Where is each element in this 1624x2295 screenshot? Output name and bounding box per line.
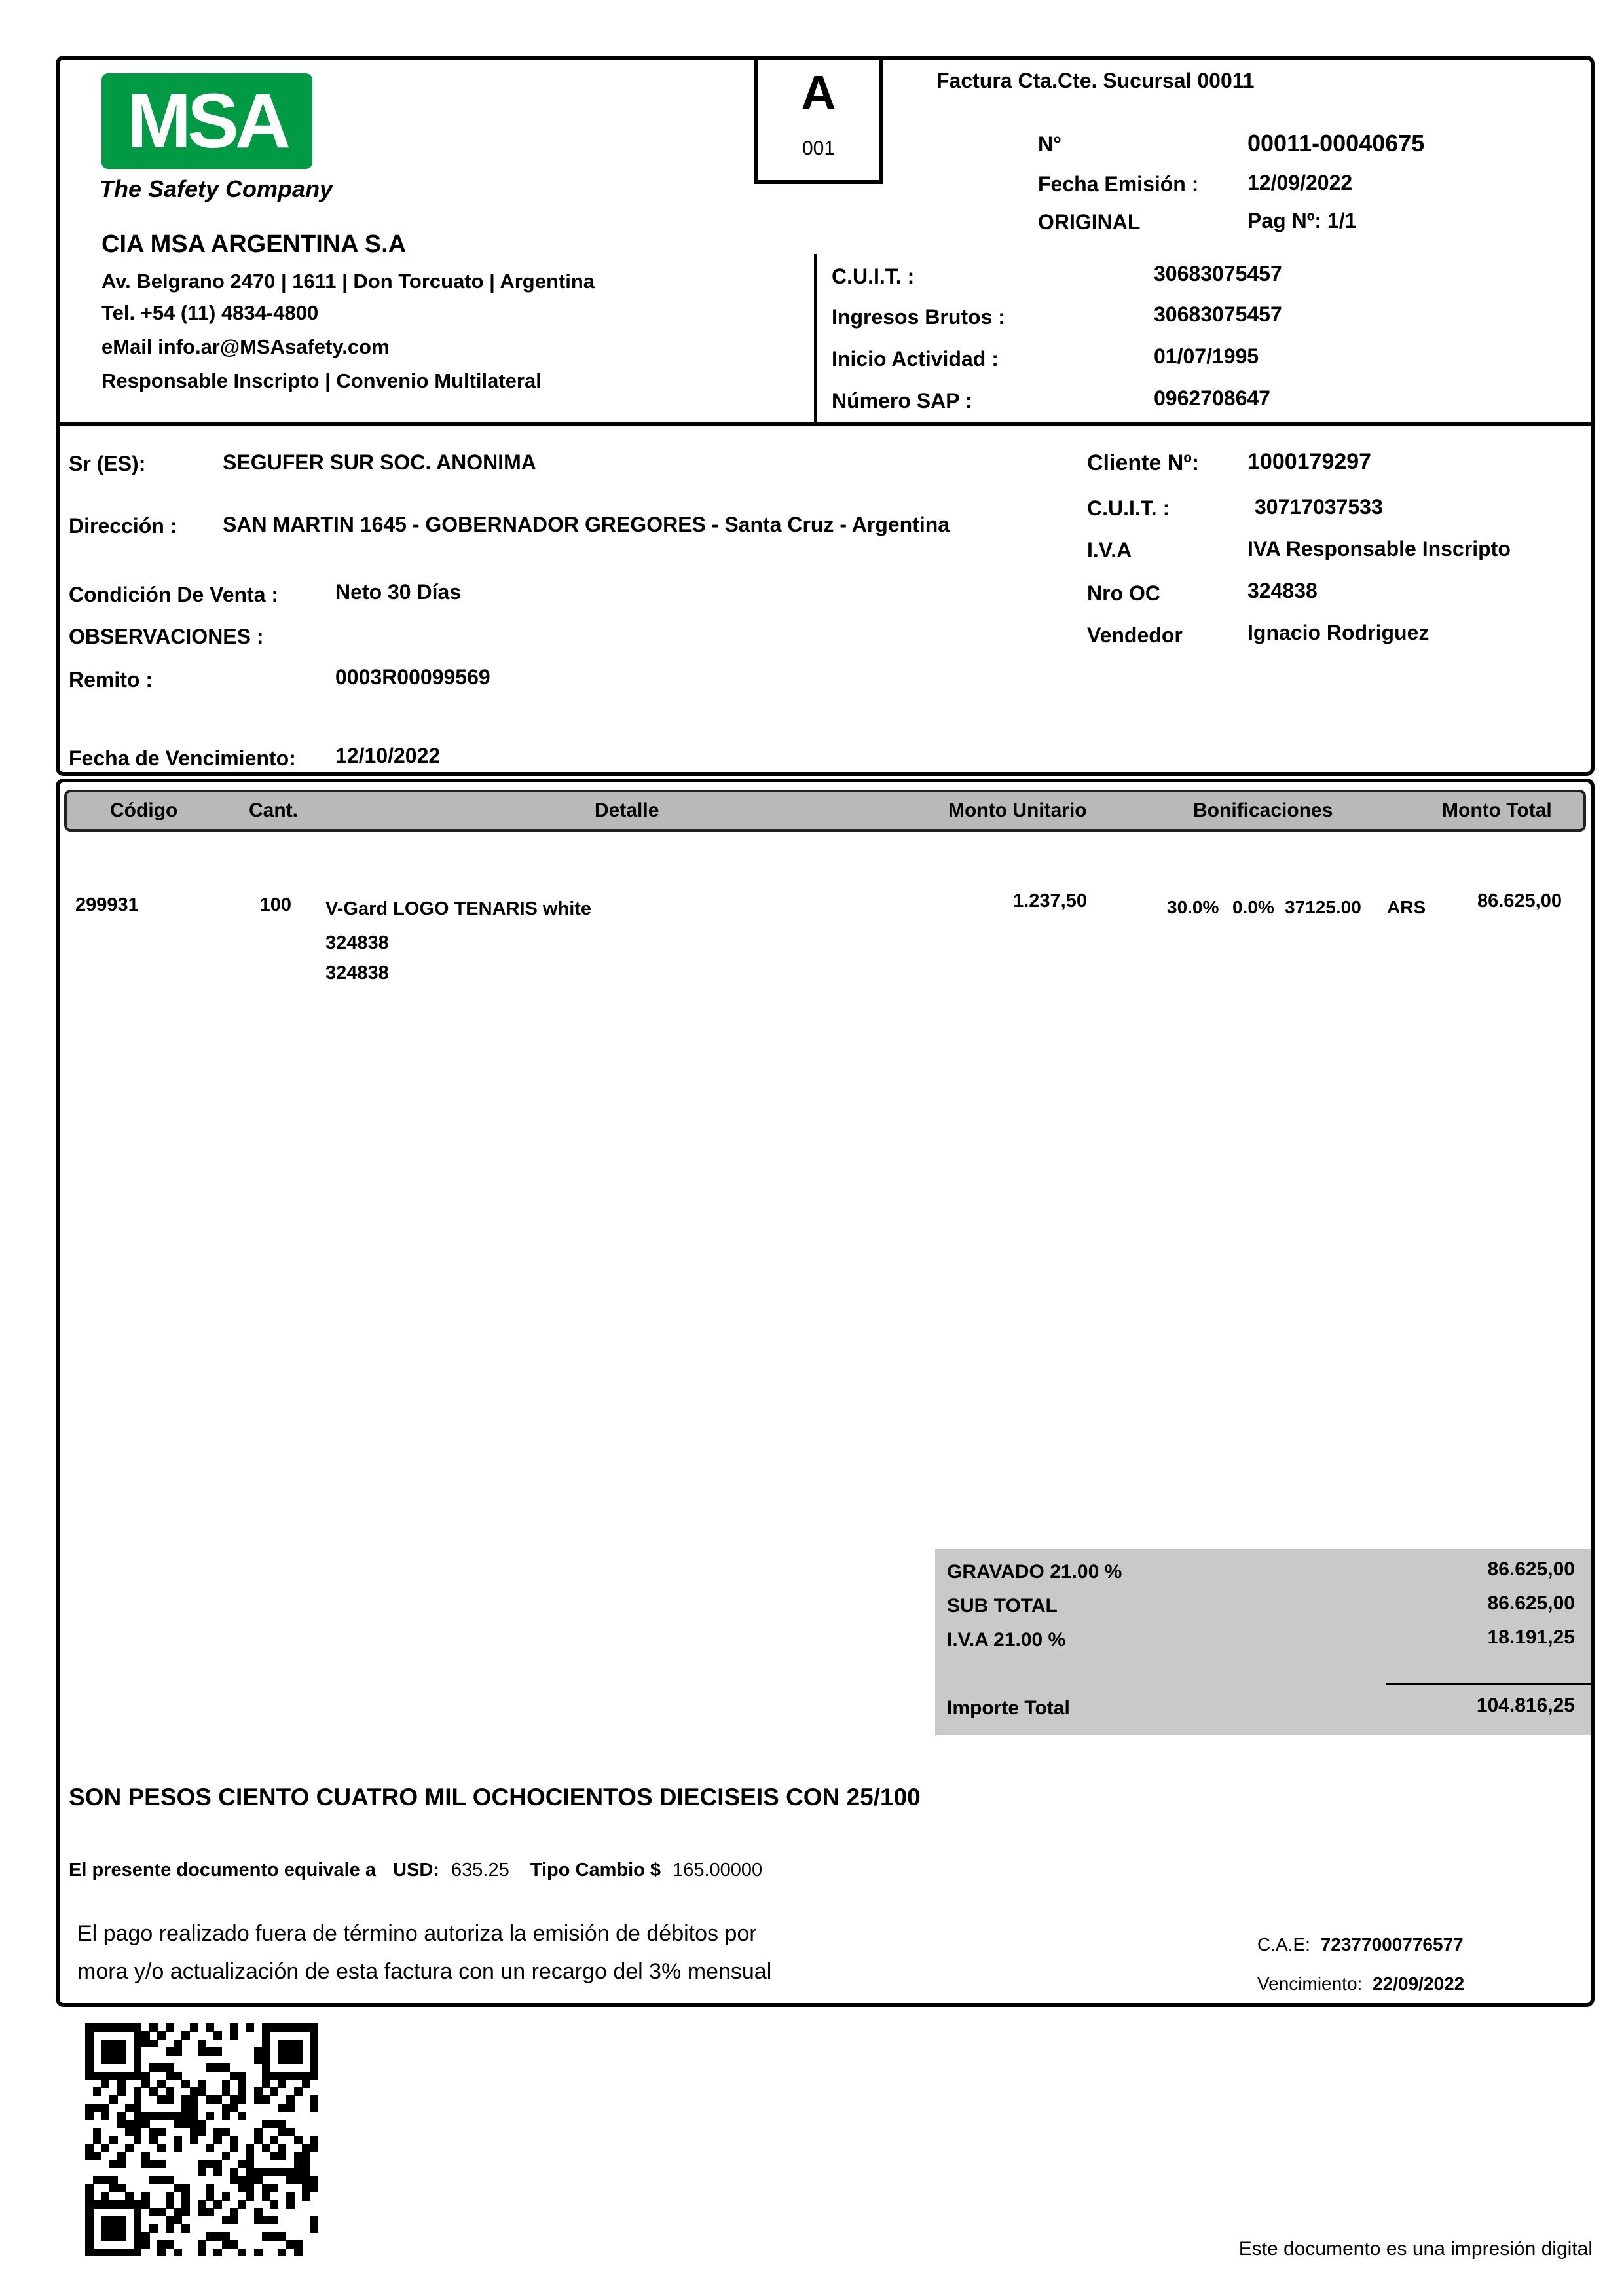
client-oc-label: Nro OC xyxy=(1087,581,1160,605)
company-inicio-value: 01/07/1995 xyxy=(1154,344,1259,368)
remito-value: 0003R00099569 xyxy=(335,665,490,689)
item-monto-total: 86.625,00 xyxy=(1477,890,1562,911)
client-vendor-label: Vendedor xyxy=(1087,623,1183,647)
legal-note-line1: El pago realizado fuera de término autoriza la emisión de débitos por xyxy=(77,1921,757,1946)
gravado-value: 86.625,00 xyxy=(1487,1558,1575,1580)
cae-due-value: 22/09/2022 xyxy=(1373,1974,1465,1994)
sale-condition-value: Neto 30 Días xyxy=(335,580,462,604)
equivalence-label: El presente documento equivale a xyxy=(69,1860,376,1881)
company-phone: Tel. +54 (11) 4834-4800 xyxy=(101,301,319,324)
amount-in-words: SON PESOS CIENTO CUATRO MIL OCHOCIENTOS DIECISEIS CON 25/100 xyxy=(69,1784,921,1810)
iva-value: 18.191,25 xyxy=(1487,1626,1575,1648)
company-name: CIA MSA ARGENTINA S.A xyxy=(101,230,407,258)
col-header-monto-total: Monto Total xyxy=(1442,799,1552,821)
col-header-bonificaciones: Bonificaciones xyxy=(1193,799,1333,821)
invoice-number-value: 00011-00040675 xyxy=(1247,130,1425,156)
company-sap-value: 0962708647 xyxy=(1154,386,1270,410)
client-cuit-label: C.U.I.T. : xyxy=(1087,496,1170,520)
col-header-cant: Cant. xyxy=(249,799,298,821)
company-iibb-value: 30683075457 xyxy=(1154,303,1282,326)
item-currency: ARS xyxy=(1387,897,1426,917)
due-date-label: Fecha de Vencimiento: xyxy=(69,746,296,770)
cae-due-label: Vencimiento: xyxy=(1257,1974,1363,1994)
company-cuit-value: 30683075457 xyxy=(1154,262,1282,285)
item-codigo: 299931 xyxy=(75,894,139,915)
cae-value: 72377000776577 xyxy=(1320,1934,1464,1955)
client-oc-value: 324838 xyxy=(1247,579,1318,602)
doc-type-title: Factura Cta.Cte. Sucursal 00011 xyxy=(936,69,1255,92)
usd-value: 635.25 xyxy=(451,1860,509,1881)
digital-print-note: Este documento es una impresión digital xyxy=(1238,2238,1593,2260)
items-frame xyxy=(56,779,1595,2007)
customer-address-value: SAN MARTIN 1645 - GOBERNADOR GREGORES - Santa Cruz - Argentina xyxy=(223,513,950,536)
subtotal-value: 86.625,00 xyxy=(1487,1592,1575,1614)
msa-logo xyxy=(101,73,312,169)
subtotal-label: SUB TOTAL xyxy=(947,1595,1058,1617)
importe-total-label: Importe Total xyxy=(947,1697,1070,1719)
iva-label: I.V.A 21.00 % xyxy=(947,1629,1066,1651)
col-header-codigo: Código xyxy=(110,799,178,821)
client-number-value: 1000179297 xyxy=(1247,449,1372,474)
company-tax-status: Responsable Inscripto | Convenio Multilateral xyxy=(101,369,542,392)
exchange-rate-value: 165.00000 xyxy=(673,1860,763,1881)
item-detalle-extra-2: 324838 xyxy=(325,963,389,983)
msa-logo-text: MSA xyxy=(126,78,287,164)
client-iva-label: I.V.A xyxy=(1087,538,1132,562)
company-cuit-label: C.U.I.T. : xyxy=(832,265,915,288)
observations-label: OBSERVACIONES : xyxy=(69,625,264,648)
cae-due-line xyxy=(1257,1974,1464,1994)
item-bonif-amount: 37125.00 xyxy=(1285,897,1361,917)
client-vendor-value: Ignacio Rodriguez xyxy=(1247,621,1430,644)
invoice-letter: A xyxy=(801,65,836,120)
company-inicio-label: Inicio Actividad : xyxy=(832,347,999,371)
sale-condition-label: Condición De Venta : xyxy=(69,583,279,606)
qr-code xyxy=(85,2023,318,2256)
item-detalle: V-Gard LOGO TENARIS white xyxy=(325,898,592,919)
item-detalle-extra-1: 324838 xyxy=(325,932,389,953)
emission-date-label: Fecha Emisión : xyxy=(1038,172,1199,196)
equivalence-line xyxy=(69,1860,762,1881)
item-cant: 100 xyxy=(259,894,291,915)
customer-name: SEGUFER SUR SOC. ANONIMA xyxy=(223,450,536,474)
header-customer-divider xyxy=(59,422,1591,426)
client-cuit-value: 30717037533 xyxy=(1255,495,1383,519)
total-separator-line xyxy=(1386,1683,1591,1685)
company-iibb-label: Ingresos Brutos : xyxy=(832,305,1005,329)
totals-box xyxy=(935,1549,1591,1735)
company-sap-label: Número SAP : xyxy=(832,389,972,413)
cae-label: C.A.E: xyxy=(1257,1934,1310,1955)
emission-date-value: 12/09/2022 xyxy=(1247,171,1353,194)
col-header-detalle: Detalle xyxy=(595,799,659,821)
remito-label: Remito : xyxy=(69,668,153,691)
company-email: eMail info.ar@MSAsafety.com xyxy=(101,335,390,358)
importe-total-value: 104.816,25 xyxy=(1476,1695,1575,1716)
legal-note-line2: mora y/o actualización de esta factura con un recargo del 3% mensual xyxy=(77,1959,772,1984)
item-monto-unitario: 1.237,50 xyxy=(1013,890,1087,911)
due-date-value: 12/10/2022 xyxy=(335,744,441,767)
company-address: Av. Belgrano 2470 | 1611 | Don Torcuato | Argentina xyxy=(101,270,595,293)
original-label: ORIGINAL xyxy=(1038,210,1141,234)
invoice-letter-box xyxy=(754,56,883,184)
invoice-letter-code: 001 xyxy=(802,138,836,159)
exchange-rate-label: Tipo Cambio $ xyxy=(530,1860,661,1881)
customer-address-label: Dirección : xyxy=(69,514,177,538)
customer-sr-label: Sr (ES): xyxy=(69,452,146,475)
page-number-label: Pag Nº: 1/1 xyxy=(1247,209,1357,232)
cae-line xyxy=(1257,1934,1464,1955)
item-bonif-pct1: 30.0% xyxy=(1167,897,1219,917)
logo-tagline: The Safety Company xyxy=(100,175,333,202)
col-header-monto-unitario: Monto Unitario xyxy=(948,799,1087,821)
item-bonif-pct2: 0.0% xyxy=(1232,897,1274,917)
header-vertical-divider xyxy=(814,254,817,422)
client-number-label: Cliente Nº: xyxy=(1087,450,1200,475)
gravado-label: GRAVADO 21.00 % xyxy=(947,1561,1122,1583)
client-iva-value: IVA Responsable Inscripto xyxy=(1247,537,1511,560)
usd-label: USD: xyxy=(393,1860,439,1881)
invoice-number-label: N° xyxy=(1038,132,1061,156)
